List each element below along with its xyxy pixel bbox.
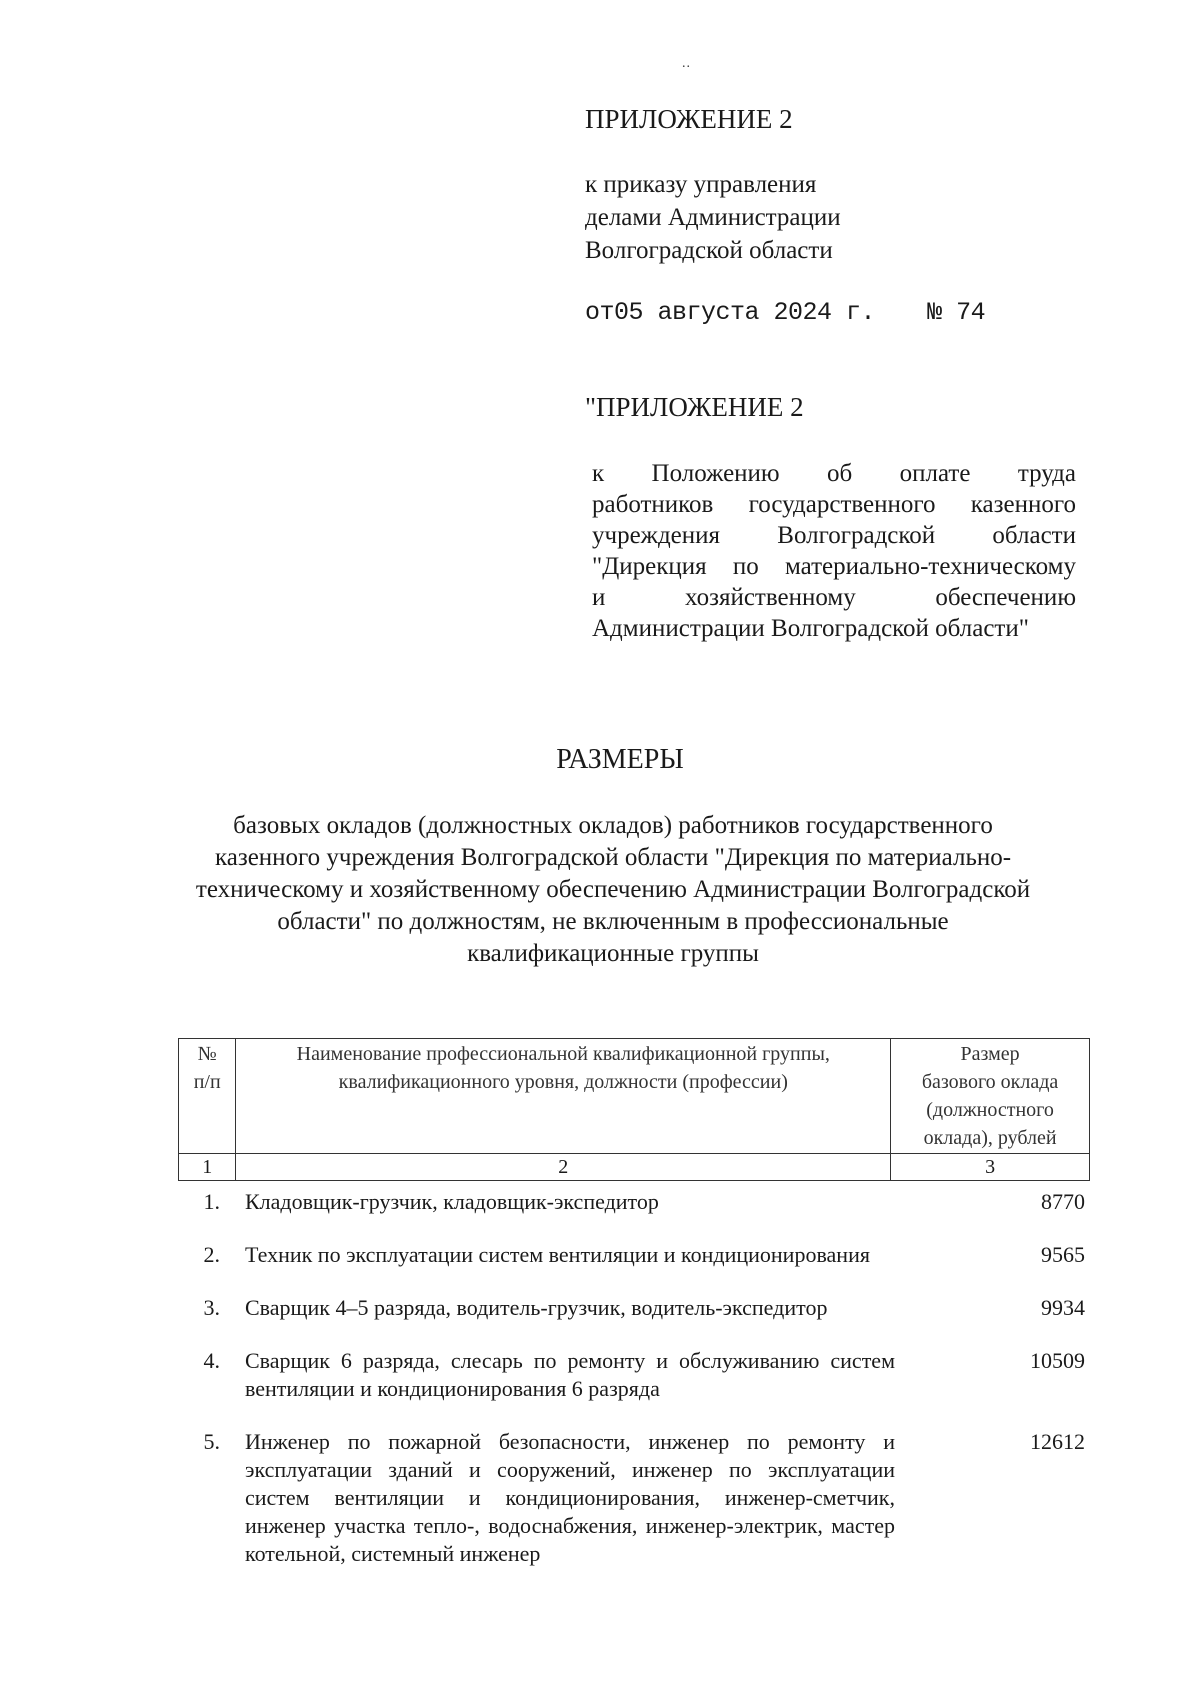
header-row bbox=[179, 1039, 1090, 1154]
header-text: Наименование профессиональной квалификационной группы, bbox=[296, 1043, 830, 1065]
header-text: п/п bbox=[193, 1071, 221, 1093]
header-text: Размер bbox=[960, 1043, 1020, 1065]
appendix-1-reference bbox=[585, 168, 841, 267]
table-row bbox=[178, 1347, 1090, 1403]
row-salary: 8770 bbox=[1041, 1189, 1085, 1214]
word: учреждения bbox=[592, 522, 721, 549]
word: хозяйственному bbox=[685, 584, 856, 611]
word: области bbox=[992, 522, 1076, 549]
header-number bbox=[179, 1039, 236, 1154]
order-date-number bbox=[585, 298, 985, 327]
row-salary: 12612 bbox=[1030, 1429, 1085, 1454]
subheading-line: области" по должностям, не включенным в профессиональные bbox=[277, 908, 949, 935]
word: и bbox=[592, 584, 606, 611]
table-row bbox=[178, 1241, 1090, 1269]
row-number: 4. bbox=[203, 1348, 220, 1373]
word: казенного bbox=[970, 491, 1076, 518]
row-position: Техник по эксплуатации систем вентиляции и кондиционирования bbox=[245, 1242, 870, 1267]
row-number: 1. bbox=[203, 1189, 220, 1214]
salary-table-header bbox=[178, 1038, 1090, 1181]
appendix-2-line bbox=[592, 613, 1076, 644]
word: Администрации Волгоградской области" bbox=[592, 615, 1029, 642]
header-salary bbox=[891, 1039, 1090, 1154]
header-text: оклада), рублей bbox=[923, 1127, 1057, 1149]
row-position: Инженер по пожарной безопасности, инженер по ремонту и эксплуатации зданий и сооружений, инженер по эксплуатации систем вентиляции и кондиционирования, инженер-сметчик, инженер участка тепло-, водоснабжения, инженер-электрик, мастер котельной, системный инженер bbox=[245, 1429, 895, 1566]
row-number: 5. bbox=[203, 1429, 220, 1454]
column-number: 1 bbox=[179, 1154, 236, 1181]
document-heading: РАЗМЕРЫ bbox=[556, 744, 684, 775]
order-number: № 74 bbox=[927, 298, 986, 327]
salary-rows bbox=[178, 1188, 1090, 1593]
top-mark: .. bbox=[682, 56, 691, 71]
header-text: № bbox=[197, 1043, 217, 1065]
row-number: 3. bbox=[203, 1295, 220, 1320]
word: обеспечению bbox=[935, 584, 1076, 611]
table-row bbox=[178, 1294, 1090, 1322]
subheading-line: квалификационные группы bbox=[467, 940, 759, 967]
word: к bbox=[592, 460, 605, 487]
column-number-row bbox=[179, 1154, 1090, 1181]
appendix-2-line bbox=[592, 458, 1076, 489]
word: по bbox=[732, 553, 759, 580]
word: работников bbox=[592, 491, 714, 518]
row-position: Сварщик 6 разряда, слесарь по ремонту и обслуживанию систем вентиляции и кондиционирования 6 разряда bbox=[245, 1348, 895, 1401]
subheading-line: базовых окладов (должностных окладов) работников государственного bbox=[233, 812, 993, 839]
header-text: базового оклада bbox=[921, 1071, 1059, 1093]
row-salary: 9934 bbox=[1041, 1295, 1085, 1320]
header-text: квалификационного уровня, должности (профессии) bbox=[338, 1071, 788, 1093]
word: государственного bbox=[748, 491, 936, 518]
word: "Дирекция bbox=[592, 553, 707, 580]
appendix-2-line bbox=[592, 582, 1076, 613]
word: Волгоградской bbox=[777, 522, 936, 549]
appendix-1-line: делами Администрации bbox=[585, 204, 841, 231]
word: материально-техническому bbox=[785, 553, 1076, 580]
order-date: 05 августа 2024 г. bbox=[614, 298, 876, 327]
row-salary: 9565 bbox=[1041, 1242, 1085, 1267]
column-number: 2 bbox=[236, 1154, 891, 1181]
row-salary: 10509 bbox=[1030, 1348, 1085, 1373]
word: оплате bbox=[899, 460, 971, 487]
appendix-2-line bbox=[592, 489, 1076, 520]
date-prefix: от bbox=[585, 298, 615, 327]
word: об bbox=[827, 460, 853, 487]
header-text: (должностного bbox=[926, 1099, 1054, 1121]
document-subheading bbox=[163, 810, 1063, 970]
appendix-1-title: ПРИЛОЖЕНИЕ 2 bbox=[585, 104, 793, 134]
table-row bbox=[178, 1188, 1090, 1216]
appendix-1-line: Волгоградской области bbox=[585, 237, 833, 264]
appendix-2-line bbox=[592, 520, 1076, 551]
row-number: 2. bbox=[203, 1242, 220, 1267]
appendix-2-title: "ПРИЛОЖЕНИЕ 2 bbox=[585, 392, 804, 422]
header-name bbox=[236, 1039, 891, 1154]
table-row bbox=[178, 1428, 1090, 1568]
appendix-1-line: к приказу управления bbox=[585, 171, 817, 198]
word: Положению bbox=[651, 460, 780, 487]
row-position: Сварщик 4–5 разряда, водитель-грузчик, водитель-экспедитор bbox=[245, 1295, 828, 1320]
column-number: 3 bbox=[891, 1154, 1090, 1181]
row-position: Кладовщик-грузчик, кладовщик-экспедитор bbox=[245, 1189, 659, 1214]
appendix-2-line bbox=[592, 551, 1076, 582]
subheading-line: казенного учреждения Волгоградской области "Дирекция по материально- bbox=[214, 844, 1012, 871]
appendix-2-reference bbox=[592, 458, 1076, 644]
subheading-line: техническому и хозяйственному обеспечению Администрации Волгоградской bbox=[195, 876, 1031, 903]
word: труда bbox=[1017, 460, 1076, 487]
